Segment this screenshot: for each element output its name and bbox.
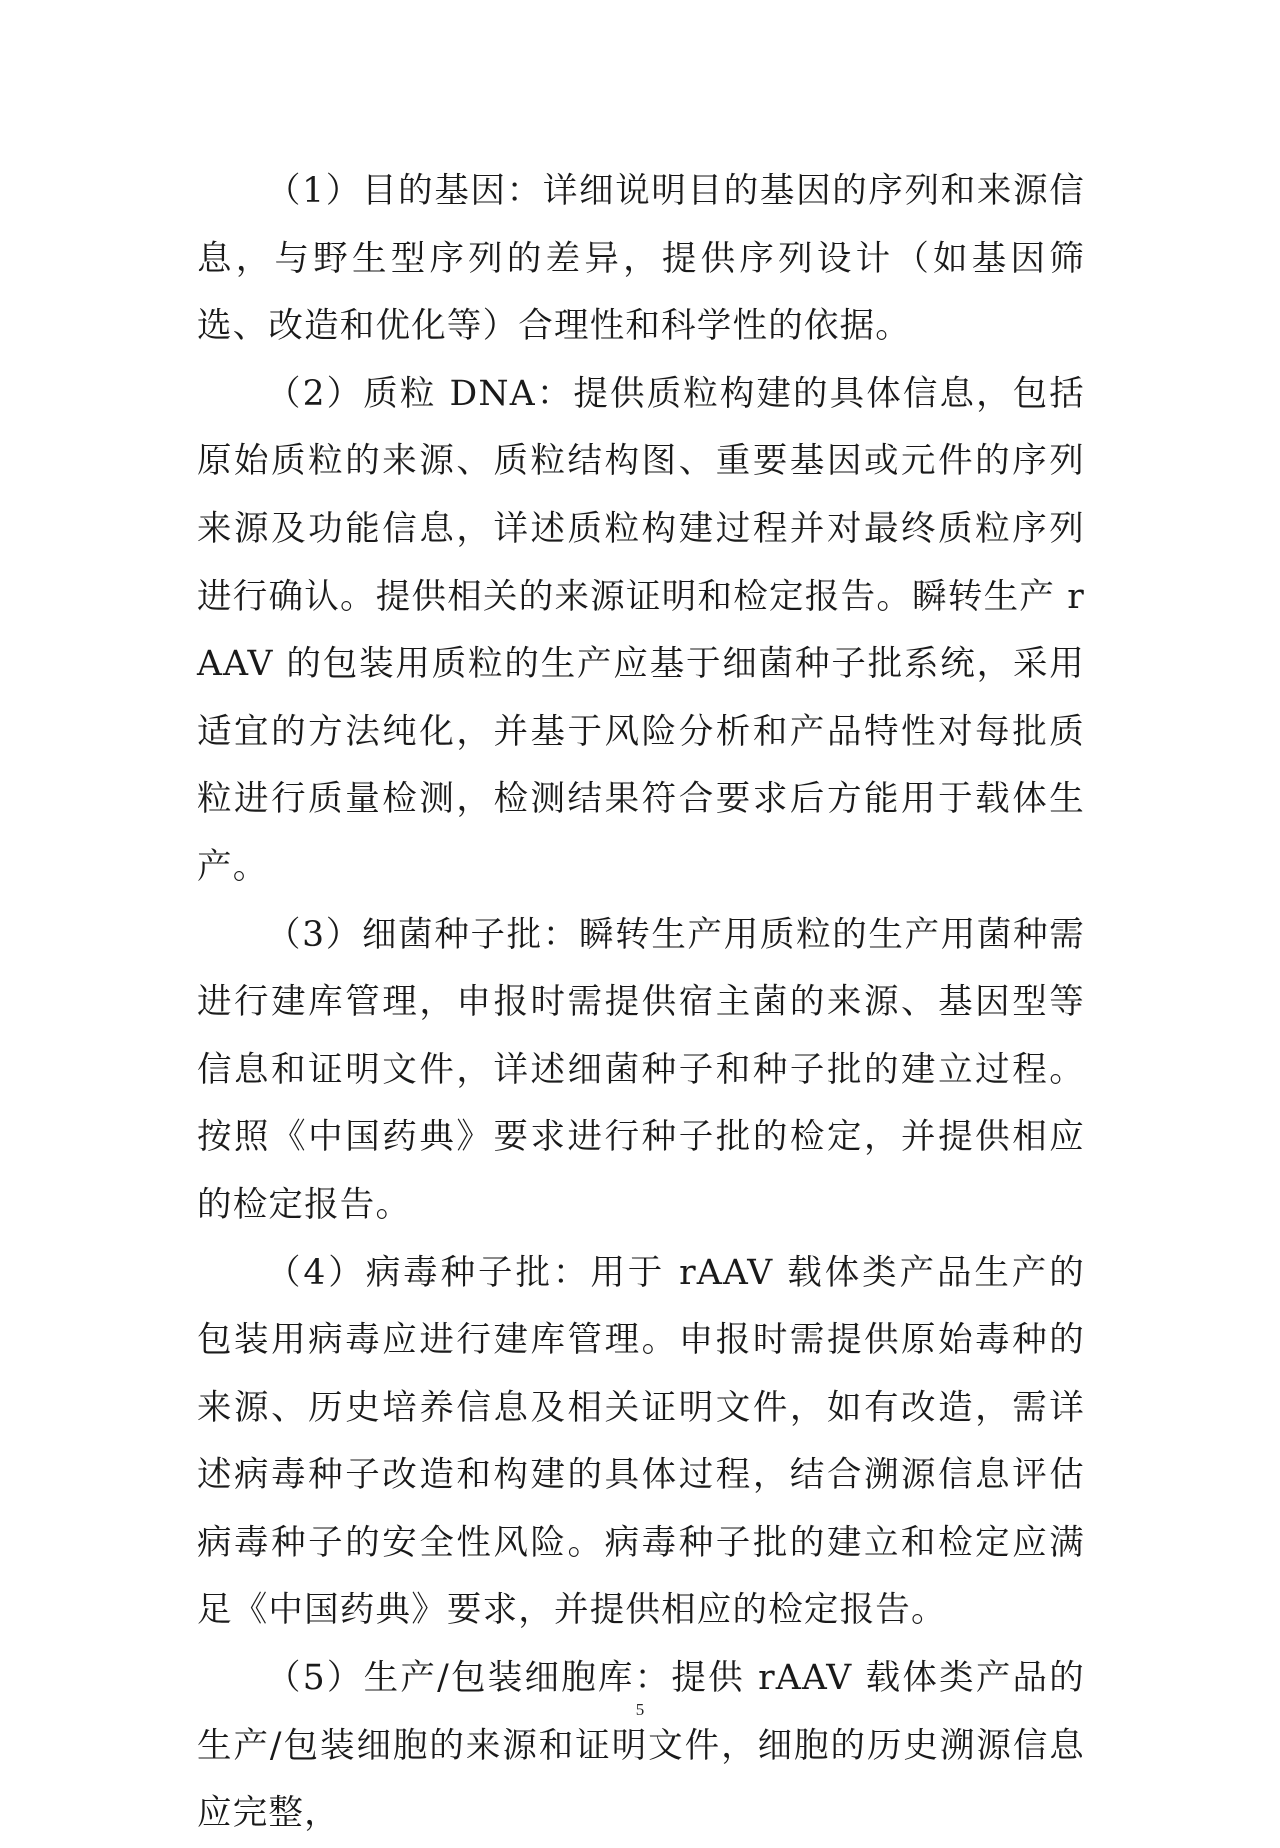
paragraph-cell-bank: （5）生产/包装细胞库：提供 rAAV 载体类产品的生产/包装细胞的来源和证明文件，细胞的历史溯源信息应完整，	[197, 1658, 1085, 1834]
paragraph-bacterial-seed-lot: （3）细菌种子批：瞬转生产用质粒的生产用菌种需进行建库管理，申报时需提供宿主菌的来源、基因型等信息和证明文件，详述细菌种子和种子批的建立过程。按照《中国药典》要求进行种子批的检定，并提供相应的检定报告。	[197, 914, 1085, 1225]
paragraph-target-gene: （1）目的基因：详细说明目的基因的序列和来源信息，与野生型序列的差异，提供序列设计（如基因筛选、改造和优化等）合理性和科学性的依据。	[197, 171, 1085, 347]
page-number: 5	[635, 1700, 645, 1719]
paragraph-plasmid-dna: （2）质粒 DNA：提供质粒构建的具体信息，包括原始质粒的来源、质粒结构图、重要基因或元件的序列来源及功能信息，详述质粒构建过程并对最终质粒序列进行确认。提供相关的来源证明和检定报告。瞬转生产 rAAV 的包装用质粒的生产应基于细菌种子批系统，采用适宜的方法纯化，并基于风险分析和产品特性对每批质粒进行质量检测，检测结果符合要求后方能用于载体生产。	[197, 373, 1085, 887]
paragraph-virus-seed-lot: （4）病毒种子批：用于 rAAV 载体类产品生产的包装用病毒应进行建库管理。申报时需提供原始毒种的来源、历史培养信息及相关证明文件，如有改造，需详述病毒种子改造和构建的具体过程，结合溯源信息评估病毒种子的安全性风险。病毒种子批的建立和检定应满足《中国药典》要求，并提供相应的检定报告。	[197, 1252, 1085, 1631]
document-body	[197, 158, 1085, 1848]
